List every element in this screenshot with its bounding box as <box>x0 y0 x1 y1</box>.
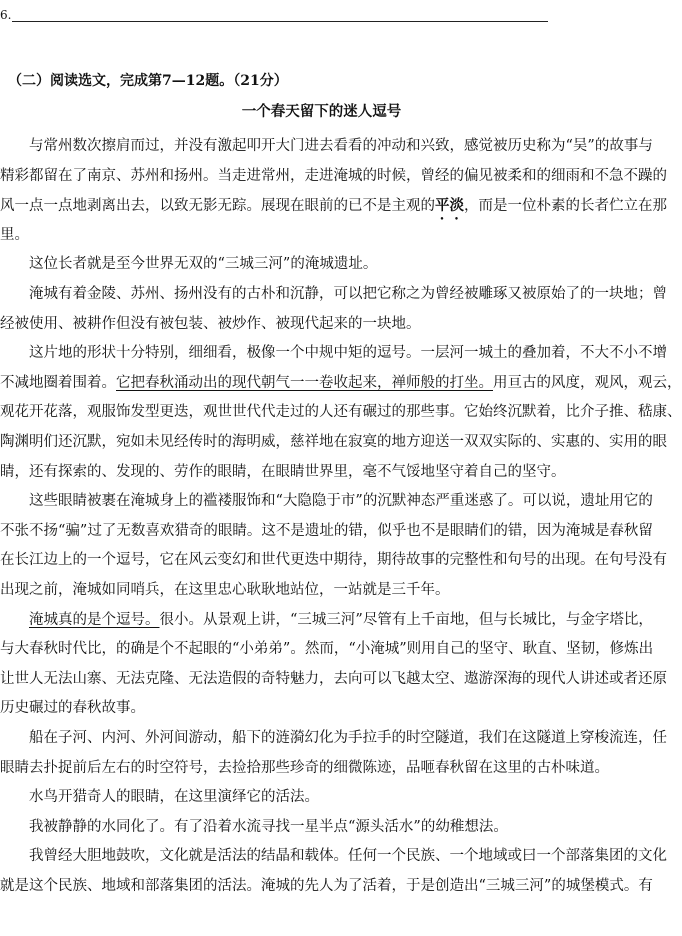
line-text: 与常州数次擦肩而过，并没有激起叩开大门进去看看的冲动和兴致，感觉被历史称为“吴”的故事与 <box>0 138 653 154</box>
article-line <box>0 191 667 220</box>
line-text: 里。 <box>0 226 29 243</box>
line-text <box>0 612 29 628</box>
answer-blank-rule <box>12 21 548 22</box>
article-line <box>0 665 667 694</box>
line-text: 淹城有着金陵、苏州、扬州没有的古朴和沉静，可以把它称之为曾经被雕琢又被原始了的一块地；曾 <box>0 286 667 302</box>
line-text: 出现之前，淹城如同哨兵，在这里忠心耿耿地站位，一站就是三千年。 <box>0 582 450 598</box>
line-text: 历史碾过的春秋故事。 <box>0 700 145 717</box>
article-line <box>0 458 566 487</box>
line-text: 精彩都留在了南京、苏州和扬州。当走进常州，走进淹城的时候，曾经的偏见被柔和的细雨和不急不躁的 <box>0 167 667 184</box>
line-text: 眼睛去扑捉前后左右的时空符号，去捡拾那些珍奇的细微陈迹，品咂春秋留在这里的古朴味道。 <box>0 759 609 776</box>
line-text: 船在子河、内河、外河间游动，船下的涟漪幻化为手拉手的时空隧道，我们在这隧道上穿梭流连，任 <box>0 730 667 746</box>
line-text: 我被静静的水同化了。有了沿着水流寻找一星半点“源头活水”的幼稚想法。 <box>0 818 508 835</box>
line-text: 经被使用、被耕作但没有被包装、被炒作、被现代起来的一块地。 <box>0 315 421 332</box>
question-number: 6. <box>0 8 12 22</box>
section-heading: （二）阅读选文，完成第7—12题。（21分） <box>8 73 288 89</box>
line-text: 风一点一点地剥离出去，以致无影无踪。展现在眼前的已不是主观的 <box>0 198 435 215</box>
article-line <box>0 842 667 871</box>
line-text: 陶渊明们还沉默，宛如未见经传时的海明威，慈祥地在寂寞的地方迎送一双双实际的、实惠的、实用的眼 <box>0 434 667 450</box>
article-line <box>0 724 667 753</box>
article-line <box>0 250 377 279</box>
article-line <box>0 606 653 635</box>
underlined-sentence: 它把春秋涌动出的现代朝气一一卷收起来，禅师般的打坐。 <box>116 374 493 391</box>
line-text: ，而是一位朴素的长者伫立在那 <box>464 198 667 215</box>
article-line <box>0 339 667 368</box>
line-text: 让世人无法山寨、无法克隆、无法造假的奇特魅力，去向可以飞越太空、遨游深海的现代人讲述或者还原 <box>0 670 667 687</box>
line-text: 在长江边上的一个逗号，它在风云变幻和世代更迭中期待，期待故事的完整性和句号的出现。在句号没有 <box>0 552 667 569</box>
line-text: 很小。从景观上讲，“三城三河”尽管有上千亩地，但与长城比，与金字塔比， <box>159 611 653 628</box>
line-text: 不张不扬“骗”过了无数喜欢猎奇的眼睛。这不是遗址的错，似乎也不是眼睛们的错，因为淹城是春秋留 <box>0 522 653 539</box>
article-line <box>0 398 682 427</box>
article-line <box>0 576 450 605</box>
line-text: 这片地的形状十分特别，细细看，极像一个中规中矩的逗号。一层河一城土的叠加着，不大不小不增 <box>0 345 667 362</box>
line-text: 就是这个民族、地域和部落集团的活法。淹城的先人为了活着，于是创造出“三城三河”的城堡模式。有 <box>0 878 653 894</box>
article-line <box>0 546 667 575</box>
line-text: 与大春秋时代比，的确是个不起眼的“小弟弟”。然而，“小淹城”则用自己的坚守、耿直、坚韧，修炼出 <box>0 641 654 658</box>
article-line <box>0 872 653 901</box>
article-title: 一个春天留下的迷人逗号 <box>241 103 402 120</box>
line-text: 观花开花落，观服饰发型更迭，观世世代代走过的人还有碾过的那些事。它始终沉默着，比介子推、嵇康、 <box>0 404 682 421</box>
article-line <box>0 487 653 516</box>
line-text: 我曾经大胆地鼓吹，文化就是活法的结晶和载体。任何一个民族、一个地域或曰一个部落集团的文化 <box>0 848 667 865</box>
line-text: 这些眼睛被裹在淹城身上的褴褛服饰和“大隐隐于市”的沉默神态严重迷惑了。可以说，遗址用它的 <box>0 493 653 510</box>
underlined-sentence: 淹城真的是个逗号。 <box>29 611 160 628</box>
line-text: 这位长者就是至今世界无双的“三城三河”的淹城遗址。 <box>0 256 378 273</box>
article-line <box>0 162 667 191</box>
article-line <box>0 754 609 783</box>
article-line <box>0 635 653 664</box>
article-line <box>0 310 421 339</box>
article-line <box>0 428 667 457</box>
line-text: 用亘古的风度，观风，观云， <box>493 374 682 391</box>
line-text: 不减地圈着围着。 <box>0 374 116 391</box>
article-line <box>0 813 508 842</box>
article-line <box>0 280 667 309</box>
article-line <box>0 694 145 723</box>
line-text: 水鸟开猎奇人的眼睛，在这里演绎它的活法。 <box>0 789 319 806</box>
article-line <box>0 517 653 546</box>
line-text: 睛，还有探索的、发现的、劳作的眼睛，在眼睛世界里，毫不气馁地坚守着自己的坚守。 <box>0 463 566 480</box>
emphasized-word: 平淡 <box>435 197 464 215</box>
article-line <box>0 783 319 812</box>
article-line <box>0 132 653 161</box>
article-line <box>0 221 29 250</box>
article-line <box>0 369 682 398</box>
